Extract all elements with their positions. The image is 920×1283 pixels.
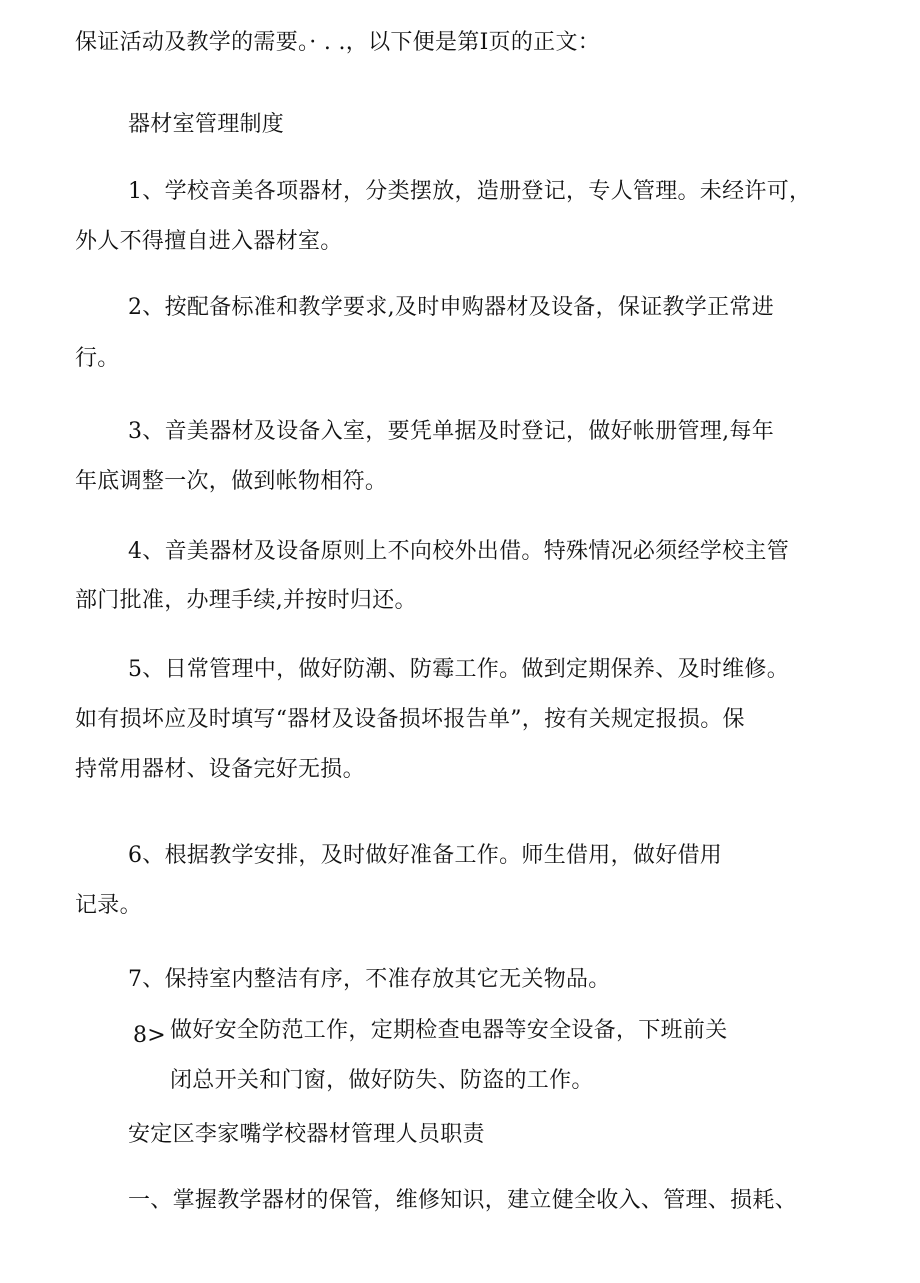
item-8-line-1: 做好安全防范工作，定期检查电器等安全设备，下班前关 [170,1018,728,1043]
item-1-line-1: 1、学校音美各项器材，分类摆放，造册登记，专人管理。未经许可， [128,179,812,204]
doc-title: 器材室管理制度 [128,112,285,137]
section-title: 安定区李家嘴学校器材管理人员职责 [128,1122,485,1147]
duty-1-line: 一、掌握教学器材的保管，维修知识，建立健全收入、管理、损耗、 [128,1188,798,1213]
item-4-line-2: 部门批准，办理手续,并按时归还。 [75,588,417,613]
item-2-line-1: 2、按配备标准和教学要求,及时申购器材及设备，保证教学正常进 [128,295,774,320]
item-6-line-2: 记录。 [75,893,142,918]
item-6-line-1: 6、根据教学安排，及时做好准备工作。师生借用，做好借用 [128,843,723,868]
item-1-line-2: 外人不得擅自进入器材室。 [75,229,343,254]
item-5-line-3: 持常用器材、设备完好无损。 [75,757,365,782]
item-8-number: 8> [133,1023,167,1048]
item-4-line-1: 4、音美器材及设备原则上不向校外出借。特殊情况必须经学校主管 [128,539,789,564]
item-5-line-2: 如有损坏应及时填写“器材及设备损坏报告单”，按有关规定报损。保 [75,707,745,732]
item-2-line-2: 行。 [75,346,120,371]
item-8-line-2: 闭总开关和门窗，做好防失、防盗的工作。 [170,1068,594,1093]
item-7-line-1: 7、保持室内整洁有序，不准存放其它无关物品。 [128,967,611,992]
item-3-line-1: 3、音美器材及设备入室，要凭单据及时登记，做好帐册管理,每年 [128,419,774,444]
intro-line: 保证活动及教学的需要。· . .，以下便是第Ⅰ页的正文： [75,30,601,55]
item-3-line-2: 年底调整一次，做到帐物相符。 [75,469,388,494]
item-5-line-1: 5、日常管理中，做好防潮、防霉工作。做到定期保养、及时维修。 [128,657,789,682]
